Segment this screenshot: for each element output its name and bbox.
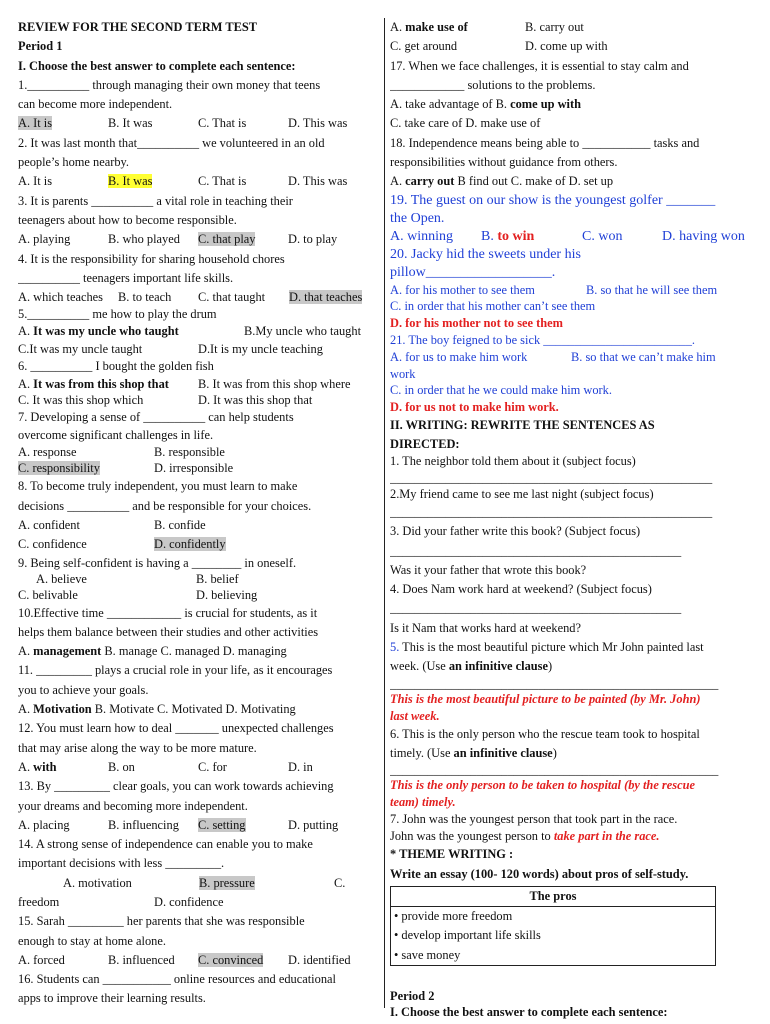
question-6-options-cd [18,392,378,408]
option-d[interactable]: D. irresponsible [154,461,234,476]
writing-q6: 6. This is the only person who the rescue team took to hospital [390,726,700,741]
writing-q6-hint: an infinitive clause [453,745,553,760]
question-14-options-cd [18,893,378,912]
question-3: 3. It is parents __________ a vital role in teaching their [18,193,293,208]
option-d[interactable]: D. identified [288,952,351,967]
question-7-options-ab [18,444,378,460]
option-c[interactable]: C. That is [198,116,247,131]
option-c-selected[interactable]: C. responsibility [18,461,100,476]
question-20: 20. Jacky hid the sweets under his [390,246,581,262]
option-a[interactable]: A. which teaches [18,290,103,305]
writing-q5-answer-cont: last week. [390,708,440,723]
question-16-options-cd [390,37,762,56]
writing-q6-answer: This is the only person to be taken to hospital (by the rescue [390,778,695,793]
writing-q2-blank[interactable]: ____________________________________________________ [390,504,713,519]
option-c[interactable]: C. confidence [18,537,87,552]
option-b[interactable]: B. influenced [108,952,175,967]
writing-q6-close-paren: ) [552,745,557,760]
question-4: 4. It is the responsibility for sharing household chores [18,251,285,266]
option-a-answer[interactable]: management [30,644,102,659]
question-17-cont: ____________ solutions to the problems. [390,77,596,92]
writing-q6-cont-text: timely. (Use [390,745,454,760]
question-18-cont: responsibilities without guidance from others. [390,155,618,170]
question-8-cont: decisions __________ and be responsible for your choices. [18,498,312,513]
question-21-option-c[interactable]: C. in order that he we could make him work. [390,382,612,397]
writing-section-heading: II. WRITING: REWRITE THE SENTENCES AS [390,417,655,432]
question-21-option-a-cont[interactable]: work [390,366,416,381]
option-d[interactable]: D. come up with [525,39,608,54]
option-a-letter: A. [18,702,31,717]
question-19-options [390,228,762,246]
question-18: 18. Independence means being able to ___________ tasks and [390,135,700,150]
question-3-cont: teenagers about how to become responsible. [18,212,237,227]
question-17: 17. When we face challenges, it is essential to stay calm and [390,58,689,73]
pros-item: • develop important life skills [394,928,541,943]
option-b[interactable]: B. so that he will see them [586,282,718,297]
writing-q2: 2.My friend came to see me last night (subject focus) [390,486,654,501]
question-15-options [18,951,378,970]
options-b-d[interactable]: B. Motivate C. Motivated D. Motivating [91,702,296,717]
question-19: 19. The guest on our show is the youngest golfer _______ [390,192,716,208]
writing-q4: 4. Does Nam work hard at weekend? (Subject focus) [390,582,652,597]
writing-q7-answer-highlight: take part in the race. [553,829,660,844]
question-21-option-d-row [390,399,762,416]
pros-table [390,886,716,966]
question-5-options-cd [18,342,378,357]
option-d-selected[interactable]: D. confidently [154,537,226,552]
question-6: 6. __________ I bought the golden fish [18,358,214,373]
option-a-letter: A. [18,644,31,659]
option-a-answer[interactable]: make use of [402,20,468,34]
question-20-options-ab [390,282,762,298]
option-b[interactable]: B. so that we can’t make him [571,349,716,364]
option-a[interactable]: A. playing [18,232,71,247]
option-a-letter: A. [18,377,31,392]
question-18-options [390,172,762,191]
option-b-selected[interactable]: B. pressure [199,875,255,890]
writing-q6-cont [390,744,762,763]
option-a[interactable]: A. response [18,445,77,460]
question-1: 1.__________ through managing their own money that teens [18,77,321,92]
question-9-options-cd [18,587,378,604]
option-a-answer[interactable]: carry out [402,174,455,189]
option-d[interactable]: D. believing [196,587,258,602]
option-d[interactable]: D. It was this shop that [198,393,313,408]
option-c-selected[interactable]: C. that play [198,232,256,247]
option-c-text[interactable]: freedom [18,894,60,909]
question-20-option-c[interactable]: C. in order that his mother can’t see them [390,298,596,313]
question-2: 2. It was last month that__________ we volunteered in an old [18,135,325,150]
option-b[interactable]: B. influencing [108,817,179,832]
question-15: 15. Sarah _________ her parents that she was responsible [18,914,305,929]
writing-q4-blank[interactable]: _______________________________________________ [390,601,682,616]
options-b-d[interactable]: B find out C. make of D. set up [454,174,614,189]
column-divider [384,18,385,1008]
option-a-answer[interactable]: with [30,759,57,774]
writing-q5 [390,638,762,657]
option-a[interactable]: A. It is [18,174,53,189]
writing-q6-blank[interactable]: _____________________________________________________ [390,763,719,778]
option-b[interactable]: B. responsible [154,445,225,460]
writing-q3-answer: Was it your father that wrote this book? [390,562,587,577]
option-c[interactable]: C. belivable [18,587,78,602]
writing-q5-text: This is the most beautiful picture which Mr John painted last [399,640,704,655]
question-8: 8. To become truly independent, you must learn to make [18,479,298,494]
writing-q7-answer-prefix: John was the youngest person to [390,829,554,844]
writing-q5-close-paren: ) [547,659,553,674]
period-label: Period 1 [18,39,63,54]
question-19-cont: the Open. [390,210,445,226]
question-7-cont: overcome significant challenges in life. [18,428,214,443]
option-b-letter: B. [481,228,494,244]
question-8-options-cd [18,535,378,554]
question-1-options [18,114,378,133]
option-b-answer[interactable]: to win [493,228,535,244]
option-b[interactable]: B. carry out [525,20,584,34]
writing-q4-answer: Is it Nam that works hard at weekend? [390,620,581,635]
question-5: 5.__________ me how to play the drum [18,307,217,322]
question-14-cont: important decisions with less _________. [18,856,225,871]
option-a[interactable]: A. for his mother to see them [390,282,535,297]
question-13-options [18,816,378,835]
option-c-selected[interactable]: C. setting [198,817,246,832]
question-13-cont: your dreams and becoming more independent. [18,798,248,813]
question-13: 13. By _________ clear goals, you can work towards achieving [18,779,334,794]
option-b[interactable]: B. It was [108,116,153,131]
option-d-answer[interactable]: D. for his mother not to see them [390,315,563,330]
question-9: 9. Being self-confident is having a ________ in oneself. [18,555,297,570]
question-11-options [18,700,378,719]
question-1-cont: can become more independent. [18,97,173,112]
writing-section-heading-cont: DIRECTED: [390,436,460,451]
option-b-answer[interactable]: come up with [506,97,581,112]
pros-item: • save money [394,947,461,962]
option-d[interactable]: D. putting [288,817,339,832]
question-3-options [18,230,378,249]
option-a-answer[interactable]: It was my uncle who taught [30,324,179,339]
question-11-cont: you to achieve your goals. [18,682,149,697]
question-2-options [18,172,378,191]
question-15-cont: enough to stay at home alone. [18,933,166,948]
question-10-options [18,642,378,661]
question-11: 11. _________ plays a crucial role in your life, as it encourages [18,663,333,678]
option-a[interactable]: A. motivation [63,875,132,890]
option-a-selected[interactable]: A. It is [18,116,53,131]
option-c[interactable]: C. that taught [198,290,266,305]
question-17-options-ab [390,95,762,114]
option-a[interactable]: A. forced [18,952,65,967]
question-4-cont: __________ teenagers important life skills. [18,270,234,285]
question-14-options-abc [18,874,378,893]
question-2-cont: people’s home nearby. [18,155,130,170]
question-12: 12. You must learn how to deal _______ unexpected challenges [18,721,334,736]
writing-q6-answer-cont: team) timely. [390,795,456,810]
option-c[interactable]: C. That is [198,174,247,189]
option-d[interactable]: D. This was [288,116,348,131]
option-d[interactable]: D. to play [288,232,338,247]
pros-item: • provide more freedom [394,909,513,924]
option-c[interactable]: C. won [582,228,623,244]
pros-table-header: The pros [391,887,715,907]
period-2-label: Period 2 [390,989,435,1004]
question-7: 7. Developing a sense of __________ can help students [18,410,294,425]
option-c[interactable]: C.It was my uncle taught [18,341,143,356]
option-b[interactable]: B. confide [154,517,206,532]
option-d-selected[interactable]: D. that teaches [289,290,363,305]
question-16-cont: apps to improve their learning results. [18,991,206,1006]
option-b[interactable]: B.My uncle who taught [244,324,362,339]
question-4-options [18,288,378,307]
section-heading: I. Choose the best answer to complete each sentence: [18,58,296,73]
option-c[interactable]: C. get around [390,39,458,54]
option-b[interactable]: B. It was from this shop where [198,377,351,392]
left-column [18,18,378,1009]
option-a-answer[interactable]: It was from this shop that [30,377,169,392]
option-d[interactable]: D. This was [288,174,348,189]
writing-q7: 7. John was the youngest person that took part in the race. [390,812,678,827]
option-c[interactable]: C. It was this shop which [18,393,144,408]
writing-q5-number: 5. [390,640,400,655]
writing-q5-answer: This is the most beautiful picture to be painted (by Mr. John) [390,691,701,706]
worksheet-title: REVIEW FOR THE SECOND TERM TEST [18,20,258,34]
option-d[interactable]: D.It is my uncle teaching [198,341,323,356]
question-5-options-ab [18,322,378,341]
option-d-answer[interactable]: D. for us not to make him work. [390,399,559,414]
period-2-section-heading: I. Choose the best answer to complete each sentence: [390,1005,668,1020]
question-12-cont: that may arise along the way to be more mature. [18,740,257,755]
option-a-letter: A. [390,174,403,189]
writing-q5-cont-text: week. (Use [390,659,449,674]
question-21: 21. The boy feigned to be sick ________________________. [390,332,696,347]
question-16: 16. Students can ___________ online resources and educational [18,972,336,987]
question-7-options-cd [18,460,378,477]
option-b[interactable]: B. belief [196,571,239,586]
option-b-selected[interactable]: B. It was [108,174,153,189]
question-21-options-ab [390,349,762,366]
options-b-d[interactable]: B. manage C. managed D. managing [101,644,287,659]
option-a-letter: A. [390,20,403,34]
writing-q5-blank[interactable]: _____________________________________________________ [390,676,719,691]
option-a-answer[interactable]: Motivation [30,702,92,717]
question-20-option-d-row [390,315,762,332]
question-16-options-ab [390,18,762,37]
question-9-options-ab [18,571,378,587]
question-8-options-ab [18,516,378,535]
option-c[interactable]: C. [334,875,346,890]
writing-q5-cont [390,657,762,676]
option-b[interactable]: B. on [108,759,135,774]
question-10-cont: helps them balance between their studies and other activities [18,624,319,639]
question-6-options-ab [18,376,378,392]
writing-q3-blank[interactable]: _______________________________________________ [390,543,682,558]
option-a[interactable]: A. for us to make him work [390,349,528,364]
option-a[interactable]: A. believe [36,571,87,586]
option-b[interactable]: B. who played [108,232,180,247]
theme-writing-heading: * THEME WRITING : [390,847,514,862]
writing-q1-blank[interactable]: ____________________________________________________ [390,470,713,485]
options-a-b-letters[interactable]: A. take advantage of B. [390,97,507,112]
option-a-letter: A. [18,324,31,339]
option-a-letter: A. [18,759,31,774]
option-b[interactable]: B. to teach [118,290,172,305]
theme-writing-prompt: Write an essay (100- 120 words) about pros of self-study. [390,866,689,881]
writing-q7-answer [390,828,762,845]
writing-q3: 3. Did your father write this book? (Subject focus) [390,524,641,539]
option-c-selected[interactable]: C. convinced [198,952,264,967]
question-10: 10.Effective time ____________ is crucial for students, as it [18,605,318,620]
option-c[interactable]: C. for [198,759,227,774]
writing-q5-hint: an infinitive clause [448,659,548,674]
option-a[interactable]: A. placing [18,817,70,832]
option-a[interactable]: A. winning [390,228,453,244]
question-14: 14. A strong sense of independence can enable you to make [18,837,313,852]
question-20-cont: pillow__________________. [390,264,556,280]
option-d[interactable]: D. having won [662,228,745,244]
question-17-options-cd[interactable]: C. take care of D. make use of [390,116,541,131]
option-d[interactable]: D. confidence [154,894,224,909]
option-d[interactable]: D. in [288,759,313,774]
question-12-options [18,758,378,777]
right-column [390,18,762,1020]
option-a[interactable]: A. confident [18,517,80,532]
writing-q1: 1. The neighbor told them about it (subject focus) [390,453,636,468]
